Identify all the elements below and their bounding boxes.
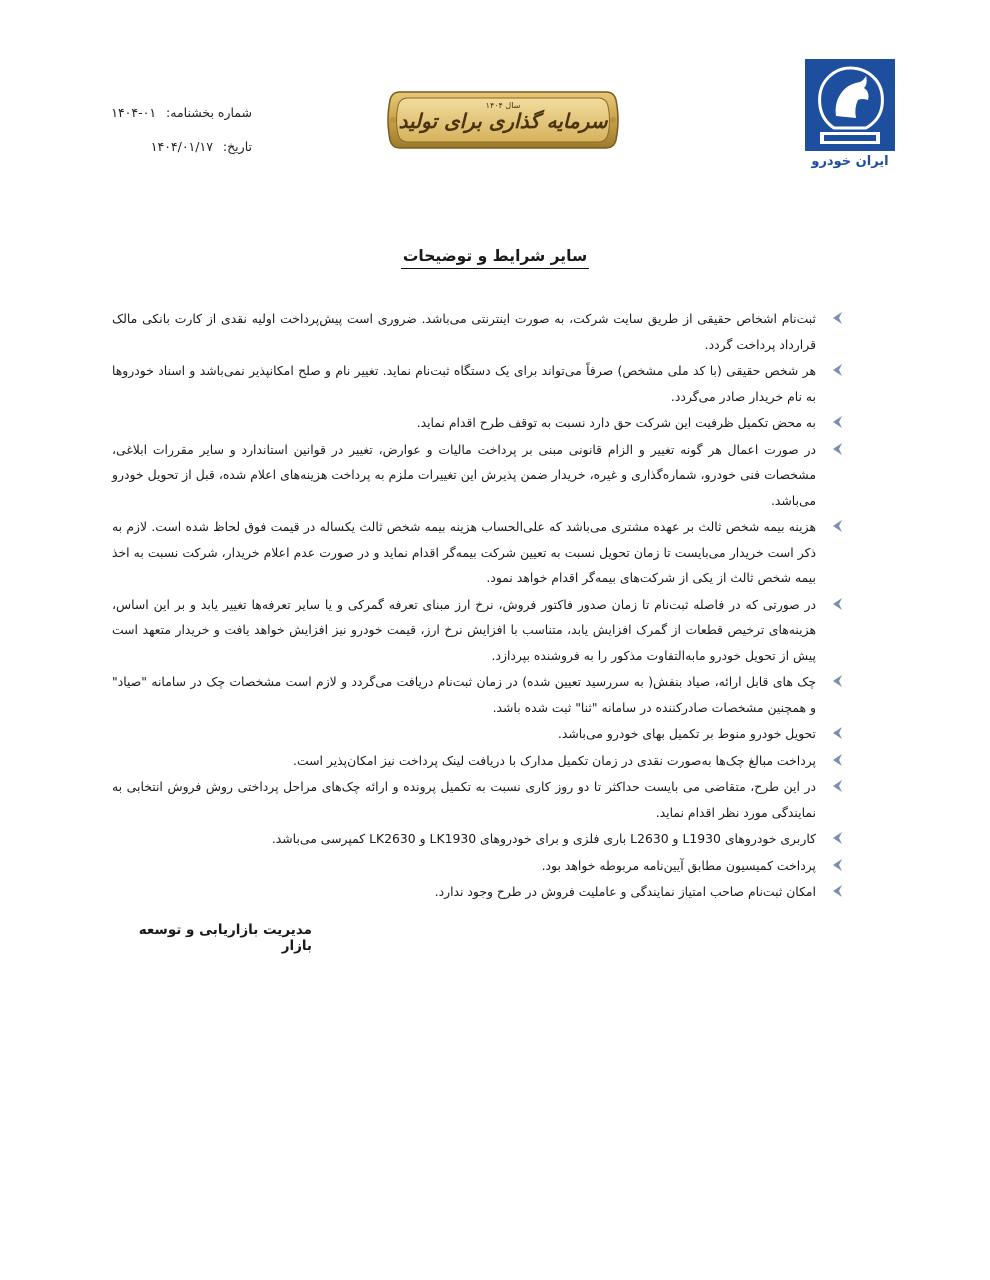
date-label: تاریخ: — [222, 139, 252, 154]
condition-item: به محض تکمیل ظرفیت این شرکت حق دارد نسبت به توقف طرح اقدام نماید. — [112, 410, 852, 436]
arrow-bullet-icon — [828, 361, 846, 379]
arrow-bullet-icon — [828, 309, 846, 327]
ikco-horse-logo-icon — [804, 58, 896, 152]
condition-item: کاربری خودروهای L1930 و L2630 باری فلزی و برای خودروهای LK1930 و LK2630 کمپرسی می‌باشد. — [112, 826, 852, 852]
arrow-bullet-icon — [828, 751, 846, 769]
arrow-bullet-icon — [828, 724, 846, 742]
condition-item: در این طرح، متقاضی می بایست حداکثر تا دو روز کاری نسبت به تکمیل پرونده و ارائه چک‌های مراحل پرداختی روش فروش انتخابی به نمایندگی مورد نظر اقدام نماید. — [112, 774, 852, 825]
arrow-bullet-icon — [828, 882, 846, 900]
circular-number-value: ۰۱-۱۴۰۴ — [111, 105, 157, 120]
condition-item: امکان ثبت‌نام صاحب امتیاز نمایندگی و عاملیت فروش در طرح وجود ندارد. — [112, 879, 852, 905]
page-title — [0, 246, 990, 265]
condition-item: پرداخت کمیسیون مطابق آیین‌نامه مربوطه خواهد بود. — [112, 853, 852, 879]
slogan-banner-graphic — [386, 88, 620, 152]
arrow-bullet-icon — [828, 777, 846, 795]
signature: مدیریت بازاریابی و توسعه بازار — [138, 922, 312, 954]
condition-item: هر شخص حقیقی (با کد ملی مشخص) صرفاً می‌تواند برای یک دستگاه ثبت‌نام نماید. تغییر نام و صلح امکانپذیر نمی‌باشد و اسناد خودروها به نام خریدار صادر می‌گردد. — [112, 358, 852, 409]
company-name: ایران خودرو — [811, 154, 889, 169]
conditions-list — [112, 306, 852, 906]
arrow-bullet-icon — [828, 829, 846, 847]
page-title-text: سایر شرایط و توضیحات — [401, 247, 589, 269]
banner-year: سال ۱۴۰۴ — [485, 101, 521, 110]
arrow-bullet-icon — [828, 517, 846, 535]
condition-item: چک های قابل ارائه، صیاد بنفش( به سررسید تعیین شده) در زمان ثبت‌نام دریافت می‌گردد و لازم است مشخصات چک در سامانه "صیاد" و همچنین مشخصات صادرکننده در سامانه "ثنا" ثبت شده باشد. — [112, 669, 852, 720]
circular-number-label: شماره بخشنامه: — [166, 105, 252, 120]
arrow-bullet-icon — [828, 672, 846, 690]
condition-item: در صورتی که در فاصله ثبت‌نام تا زمان صدور فاکتور فروش، نرخ ارز مبنای تعرفه گمرکی و یا سایر تعرفه‌ها تغییر یابد و بر این اساس، هزینه‌های ترخیص قطعات از گمرک افزایش یابد، متناسب با افزایش نرخ ارز، قیمت خودرو نیز افزایش خواهد یافت و خریدار متعهد است پیش از تحویل خودرو مابه‌التفاوت مذکور را به فروشنده بپردازد. — [112, 592, 852, 669]
company-logo — [804, 58, 896, 176]
arrow-bullet-icon — [828, 413, 846, 431]
circular-meta — [92, 96, 252, 164]
condition-item: پرداخت مبالغ چک‌ها به‌صورت نقدی در زمان تکمیل مدارک با دریافت لینک پرداخت نیز امکان‌پذیر است. — [112, 748, 852, 774]
arrow-bullet-icon — [828, 856, 846, 874]
banner-slogan: سرمایه گذاری برای تولید — [398, 109, 608, 133]
condition-item: ثبت‌نام اشخاص حقیقی از طریق سایت شرکت، به صورت اینترنتی می‌باشد. ضروری است پیش‌پرداخت اولیه نقدی از کارت بانکی مالک قرارداد پرداخت گردد. — [112, 306, 852, 357]
date-row — [92, 130, 252, 164]
arrow-bullet-icon — [828, 595, 846, 613]
condition-item: هزینه بیمه شخص ثالث بر عهده مشتری می‌باشد که علی‌الحساب هزینه بیمه شخص ثالث یکساله در قیمت فوق لحاظ شده است. لازم به ذکر است خریدار می‌بایست تا زمان تحویل نسبت به تعیین شرکت بیمه‌گر اقدام نماید و در صورت عدم اعلام خریدار، شرکت نسبت به اخذ بیمه شخص ثالث از یکی از شرکت‌های بیمه‌گر اقدام خواهد نمود. — [112, 514, 852, 591]
slogan-banner — [386, 88, 620, 152]
circular-number-row — [92, 96, 252, 130]
date-value: ۱۴۰۴/۰۱/۱۷ — [150, 139, 213, 154]
arrow-bullet-icon — [828, 440, 846, 458]
condition-item: در صورت اعمال هر گونه تغییر و الزام قانونی مبنی بر پرداخت مالیات و عوارض، تغییر در قوانین استاندارد و سایر مقررات ابلاغی، مشخصات فنی خودرو، شماره‌گذاری و غیره، خریدار ضمن پذیرش این تغییرات ملزم به پرداخت هزینه‌های اعلام شده، قبل از تحویل خودرو می‌باشد. — [112, 437, 852, 514]
condition-item: تحویل خودرو منوط بر تکمیل بهای خودرو می‌باشد. — [112, 721, 852, 747]
